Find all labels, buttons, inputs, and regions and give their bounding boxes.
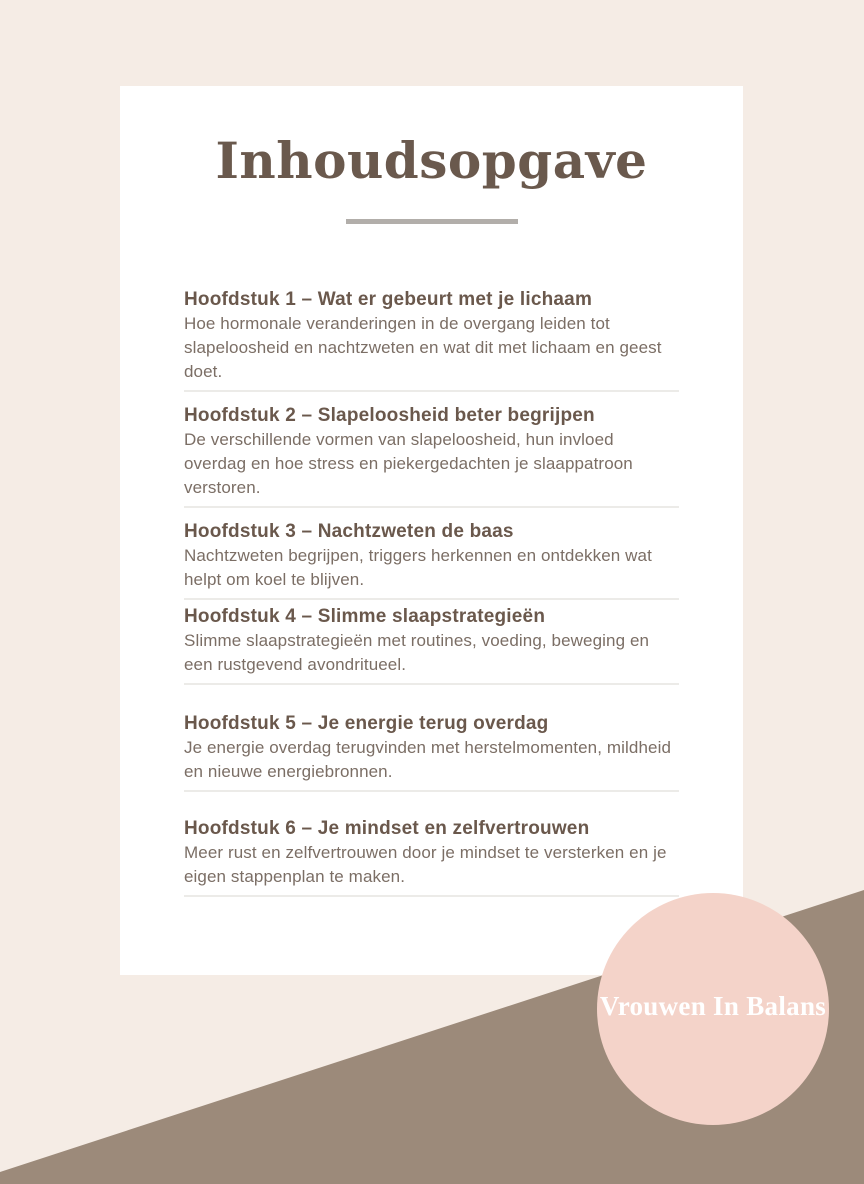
toc-entry-chapter-2	[184, 404, 679, 508]
chapter-title: Hoofdstuk 6 – Je mindset en zelfvertrouwen	[184, 818, 590, 839]
section-divider	[184, 598, 679, 600]
section-divider	[184, 895, 679, 897]
chapter-description: Meer rust en zelfvertrouwen door je mindset te versterken en je eigen stappenplan te maken.	[184, 843, 667, 886]
brand-name: Vrouwen In Balans	[599, 990, 827, 1021]
chapter-description: Slimme slaapstrategieën met routines, voeding, beweging en een rustgevend avondritueel.	[184, 631, 650, 674]
chapter-title: Hoofdstuk 4 – Slimme slaapstrategieën	[184, 606, 546, 627]
section-divider	[184, 506, 679, 508]
chapter-title: Hoofdstuk 3 – Nachtzweten de baas	[184, 521, 514, 542]
chapter-description: De verschillende vormen van slapeloosheid, hun invloed overdag en hoe stress en piekergedachten je slaappatroon verstoren.	[184, 430, 633, 497]
toc-entry-chapter-5	[184, 712, 679, 792]
toc-entry-chapter-6	[184, 817, 679, 897]
toc-entry-chapter-1	[184, 288, 679, 392]
title-divider	[346, 219, 518, 224]
section-divider	[184, 790, 679, 792]
chapter-description: Je energie overdag terugvinden met herstelmomenten, mildheid en nieuwe energiebronnen.	[184, 738, 671, 781]
chapter-description: Hoe hormonale veranderingen in de overgang leiden tot slapeloosheid en nachtzweten en wat dit met lichaam en geest doet.	[184, 314, 662, 381]
chapter-title: Hoofdstuk 2 – Slapeloosheid beter begrijpen	[184, 405, 595, 426]
chapter-title: Hoofdstuk 5 – Je energie terug overdag	[184, 713, 549, 734]
toc-entry-chapter-3	[184, 520, 679, 600]
content-card	[120, 86, 743, 975]
brand-badge	[597, 893, 829, 1125]
page-title: Inhoudsopgave	[215, 131, 648, 190]
toc-entry-chapter-4	[184, 605, 679, 685]
section-divider	[184, 683, 679, 685]
chapter-description: Nachtzweten begrijpen, triggers herkennen en ontdekken wat helpt om koel te blijven.	[184, 546, 652, 589]
chapter-title: Hoofdstuk 1 – Wat er gebeurt met je lichaam	[184, 289, 593, 310]
section-divider	[184, 390, 679, 392]
table-of-contents	[120, 288, 743, 897]
